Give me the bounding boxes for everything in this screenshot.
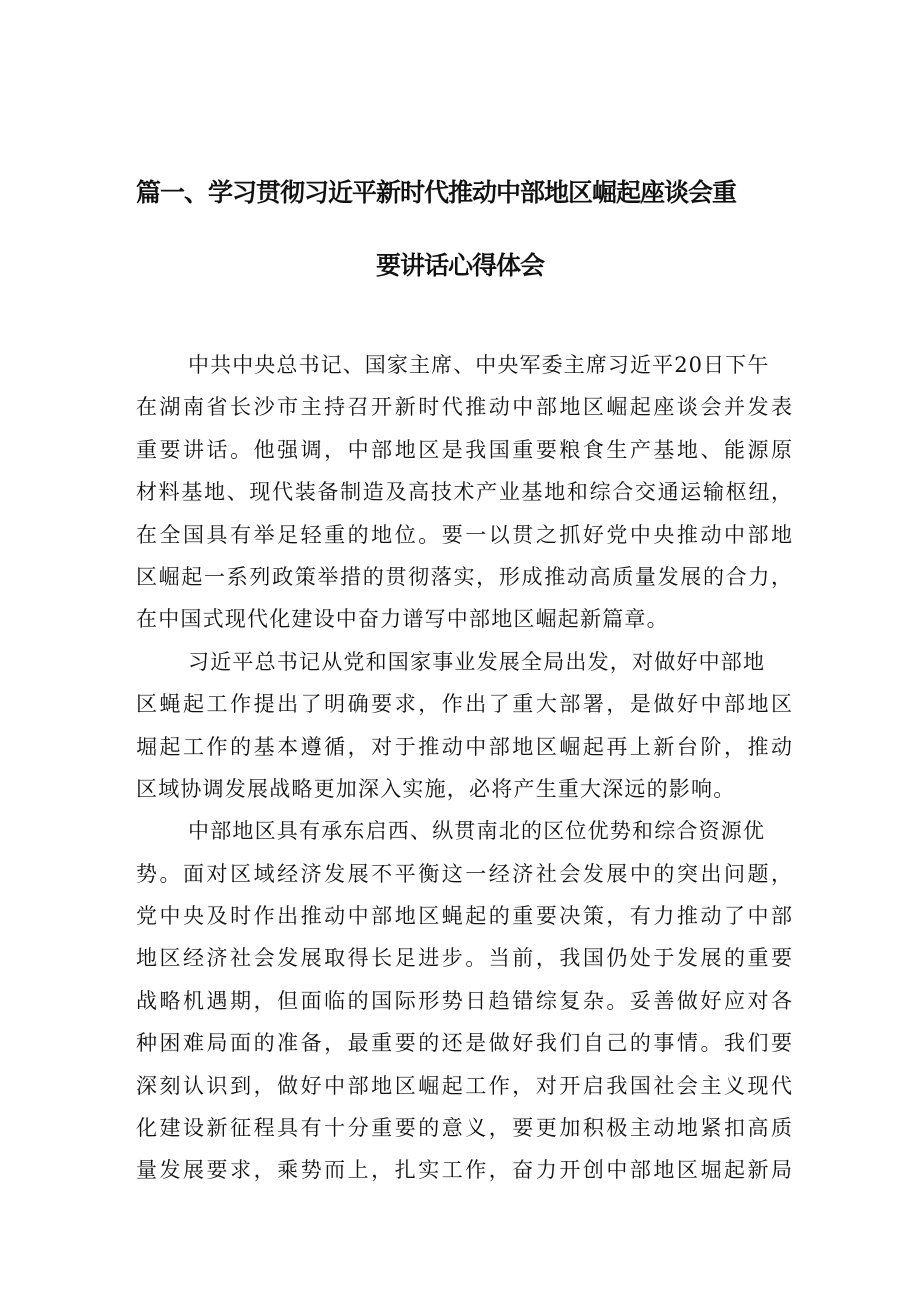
paragraph-line: 区崛起一系列政策举措的贯彻落实，形成推动高质量发展的合力，	[136, 564, 792, 589]
paragraph-line: 势。面对区域经济发展不平衡这一经济社会发展中的突出问题，	[136, 861, 792, 886]
paragraph-3	[136, 810, 792, 1192]
paragraph-line: 党中央及时作出推动中部地区蝇起的重要决策，有力推动了中部	[136, 904, 792, 929]
paragraph-line: 区域协调发展战略更加深入实施，必将产生重大深远的影响。	[136, 776, 736, 801]
document-title-line-1: 篇一、学习贯彻习近平新时代推动中部地区崛起座谈会重	[136, 178, 737, 207]
paragraph-line: 中部地区具有承东启西、纵贯南北的区位优势和综合资源优	[188, 819, 766, 844]
paragraph-line: 种困难局面的准备，最重要的还是做好我们自己的事情。我们要	[136, 1031, 792, 1056]
paragraph-line: 材料基地、现代装备制造及高技术产业基地和综合交通运输枢纽，	[136, 480, 792, 505]
paragraph-line: 化建设新征程具有十分重要的意义，要更加积极主动地紧扣高质	[136, 1116, 792, 1141]
paragraph-line: 在全国具有举足轻重的地位。要一以贯之抓好党中央推动中部地	[136, 522, 792, 547]
paragraph-1	[136, 344, 792, 641]
document-body	[136, 344, 792, 1192]
document-title-line-2: 要讲话心得体会	[375, 251, 544, 280]
paragraph-line: 区蝇起工作提出了明确要求，作出了重大部署，是做好中部地区	[136, 692, 792, 717]
paragraph-line: 堀起工作的基本遵循，对于推动中部地区崛起再上新台阶，推动	[136, 734, 792, 759]
paragraph-line: 量发展要求，乘势而上，扎实工作，奋力开创中部地区堀起新局	[136, 1158, 792, 1183]
paragraph-2	[136, 641, 792, 811]
paragraph-line: 中共中央总书记、国家主席、中央军委主席习近平20日下午	[188, 353, 770, 377]
paragraph-line: 重要讲话。他强调，中部地区是我国重要粮食生产基地、能源原	[136, 437, 792, 462]
paragraph-line: 在中国式现代化建设中奋力谱写中部地区崛起新篇章。	[136, 607, 669, 632]
paragraph-line: 在湖南省长沙市主持召开新时代推动中部地区崛起座谈会并发表	[136, 395, 792, 420]
paragraph-line: 习近平总书记从党和国家事业发展全局出发，对做好中部地	[188, 649, 766, 674]
paragraph-line: 战略机遇期，但面临的国际形势日趋错综复杂。妥善做好应对各	[136, 988, 792, 1013]
paragraph-line: 地区经济社会发展取得长足进步。当前，我国仍处于发展的重要	[136, 946, 792, 971]
paragraph-line: 深刻认识到，做好中部地区崛起工作，对开启我国社会主义现代	[136, 1073, 792, 1098]
